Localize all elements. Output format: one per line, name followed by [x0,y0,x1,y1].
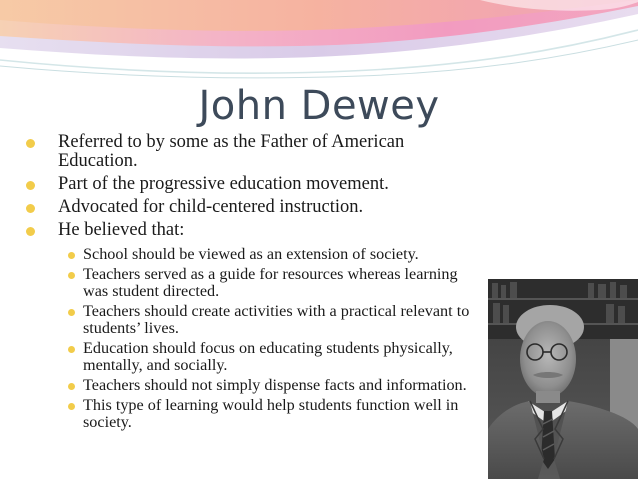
list-item [24,133,484,171]
sub-list-item [58,397,484,431]
sub-bullet-text: Teachers served as a guide for resources whereas learning was student directed. [83,265,458,300]
bullet-text: Advocated for child-centered instruction. [58,197,364,217]
slide-title: John Dewey [198,83,440,129]
portrait-photo [488,279,638,479]
sub-list-item [58,266,484,300]
main-bullet-list [24,133,484,435]
list-item [24,198,484,217]
sub-bullet-list [58,246,484,431]
decorative-banner [0,0,638,80]
bullet-text: He believed that: [58,220,185,240]
sub-list-item [58,303,484,337]
sub-bullet-text: Teachers should not simply dispense facts and information. [83,376,467,394]
sub-bullet-icon [68,346,75,353]
list-item [24,221,484,431]
portrait-image [488,279,638,479]
bullet-icon [26,181,35,190]
sub-bullet-text: Teachers should create activities with a practical relevant to students’ lives. [83,302,470,337]
sub-bullet-text: Education should focus on educating students physically, mentally, and socially. [83,339,453,374]
sub-bullet-text: This type of learning would help students function well in society. [83,396,459,431]
sub-bullet-icon [68,309,75,316]
bullet-icon [26,227,35,236]
sub-list-item [58,246,484,263]
sub-bullet-icon [68,383,75,390]
bullet-text: Referred to by some as the Father of American Education. [58,132,405,171]
sub-bullet-icon [68,272,75,279]
list-item [24,175,484,194]
bullet-text: Part of the progressive education movement. [58,174,389,194]
sub-list-item [58,377,484,394]
sub-bullet-icon [68,252,75,259]
sub-list-item [58,340,484,374]
bullet-icon [26,204,35,213]
sub-bullet-text: School should be viewed as an extension of society. [83,245,419,263]
sub-bullet-icon [68,403,75,410]
bullet-icon [26,139,35,148]
